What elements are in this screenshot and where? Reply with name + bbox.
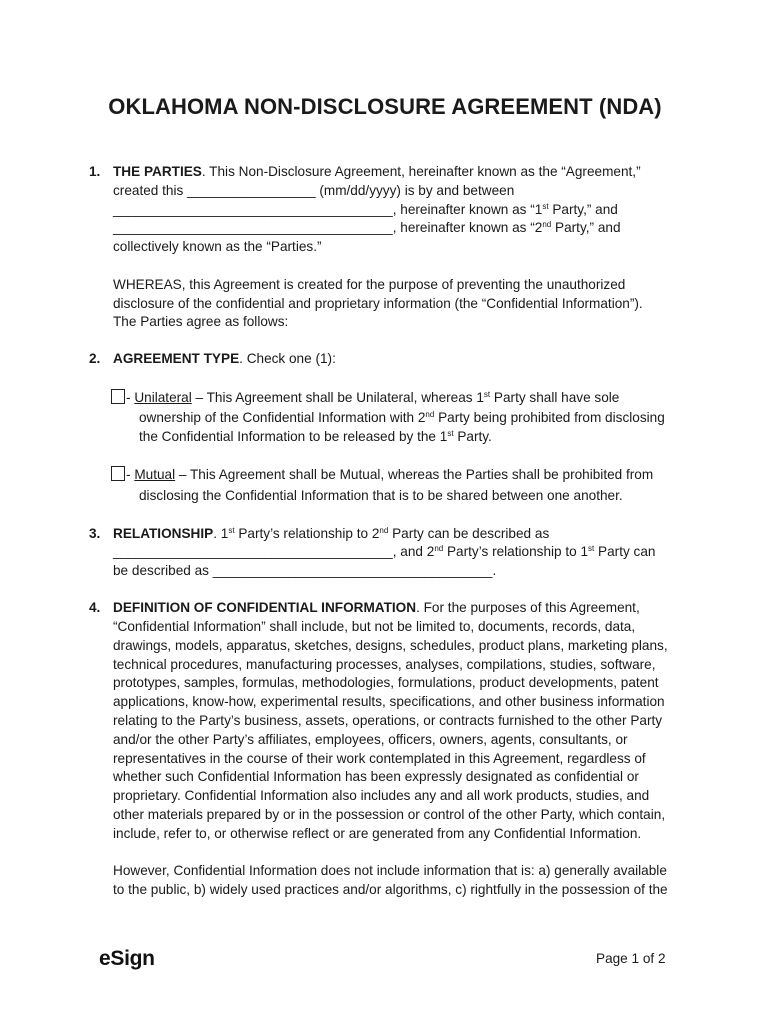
ordinal-sup: st	[228, 526, 235, 535]
section-3-line-2	[113, 543, 655, 561]
mutual-line-2: disclosing the Confidential Information that is to be shared between one another.	[139, 488, 623, 503]
ordinal-sup: st	[542, 202, 549, 211]
document-title: OKLAHOMA NON-DISCLOSURE AGREEMENT (NDA)	[108, 94, 662, 119]
section-3-number: 3.	[89, 526, 101, 541]
ordinal-sup: st	[588, 544, 595, 553]
section-4-line: relating to the Party’s business, assets, operations, or contracts furnished to the other Party	[113, 713, 663, 728]
ordinal-sup: nd	[425, 410, 435, 419]
mutual-text: – This Agreement shall be Mutual, whereas the Parties shall be prohibited from	[175, 467, 654, 482]
section-3-line-1	[113, 525, 549, 543]
section-2-line-1	[113, 350, 336, 368]
unilateral-text: Party.	[453, 429, 492, 444]
section-1-text: Party,” and	[551, 220, 621, 235]
relationship-blank: _____________________________________, and 2	[113, 544, 435, 559]
section-3-text: Party’s relationship to 2	[234, 526, 380, 541]
section-4-heading: DEFINITION OF CONFIDENTIAL INFORMATION	[113, 600, 417, 615]
section-4-line: include, refer to, or otherwise reflect or are generated from any Confidential Information.	[113, 826, 642, 841]
section-3-text: Party can	[594, 544, 656, 559]
dash: -	[126, 390, 135, 405]
section-3-text: Party’s relationship to 1	[443, 544, 589, 559]
section-2-heading: AGREEMENT TYPE	[113, 351, 240, 366]
unilateral-text: – This Agreement shall be Unilateral, whereas 1	[191, 390, 484, 405]
section-4-line: applications, know-how, experimental results, specifications, and other business information	[113, 694, 665, 709]
section-4-line: prototypes, samples, formulas, methodologies, formulations, product developments, patent	[113, 675, 659, 690]
section-2-number: 2.	[89, 351, 101, 366]
dash: -	[126, 467, 135, 482]
section-1-heading: THE PARTIES	[113, 164, 202, 179]
second-party-blank: _____________________________________, hereinafter known as “2	[113, 220, 543, 235]
whereas-line-1: WHEREAS, this Agreement is created for the purpose of preventing the unauthorized	[113, 277, 626, 292]
section-4-line: proprietary. Confidential Information also includes any and all work products, studies, and	[113, 788, 650, 803]
however-line-1: However, Confidential Information does not include information that is: a) generally available	[113, 863, 667, 878]
ordinal-sup: nd	[434, 544, 444, 553]
section-3-text: . 1	[213, 526, 229, 541]
section-4-line-1	[113, 599, 640, 617]
section-1-line-5: collectively known as the “Parties.”	[113, 239, 322, 254]
unilateral-line-2	[139, 409, 665, 427]
section-4-number: 4.	[89, 600, 101, 615]
esign-logo: eSign	[99, 947, 155, 970]
section-1-number: 1.	[89, 164, 101, 179]
mutual-line-1	[126, 466, 653, 484]
section-4-line: representatives in the course of their work contemplated in this Agreement, regardless of	[113, 751, 646, 766]
unilateral-line-1	[126, 389, 619, 407]
unilateral-label: Unilateral	[134, 390, 192, 405]
unilateral-checkbox[interactable]	[111, 389, 125, 404]
section-1-text: . This Non-Disclosure Agreement, hereinafter known as the “Agreement,”	[201, 164, 641, 179]
first-party-blank: _____________________________________, hereinafter known as “1	[113, 202, 543, 217]
however-line-2: to the public, b) widely used practices and/or algorithms, c) rightfully in the possession of the	[113, 882, 668, 897]
ordinal-sup: st	[483, 390, 491, 399]
mutual-checkbox[interactable]	[111, 466, 125, 481]
unilateral-text: the Confidential Information to be released by the 1	[139, 429, 448, 444]
section-4-line: technical procedures, manufacturing processes, analyses, compilations, studies, software,	[113, 657, 656, 672]
section-2-text: . Check one (1):	[239, 351, 336, 366]
section-4-line: “Confidential Information” shall include, but not be limited to, documents, records, data,	[113, 619, 636, 634]
unilateral-text: ownership of the Confidential Information with 2	[139, 410, 426, 425]
ordinal-sup: nd	[379, 526, 389, 535]
mutual-label: Mutual	[134, 467, 176, 482]
section-4-line: and/or the other Party’s affiliates, employees, officers, owners, agents, consultants, or	[113, 732, 628, 747]
section-1-line-4	[113, 219, 621, 237]
ordinal-sup: nd	[542, 220, 552, 229]
section-1-line-2: created this _________________ (mm/dd/yyyy) is by and between	[113, 183, 515, 198]
ordinal-sup: st	[447, 429, 454, 438]
unilateral-text: Party being prohibited from disclosing	[434, 410, 665, 425]
section-4-text: . For the purposes of this Agreement,	[416, 600, 640, 615]
section-4-line: drawings, models, apparatus, sketches, designs, schedules, product plans, marketing plans,	[113, 638, 668, 653]
unilateral-text: Party shall have sole	[490, 390, 620, 405]
page-number: Page 1 of 2	[596, 951, 666, 966]
whereas-line-3: The Parties agree as follows:	[113, 314, 289, 329]
section-3-line-3: be described as _____________________________________.	[113, 563, 497, 578]
unilateral-line-3	[139, 428, 492, 446]
section-3-text: Party can be described as	[388, 526, 550, 541]
section-4-line: other materials prepared by or in the possession or control of the other Party, which contain,	[113, 807, 666, 822]
section-1-line-3	[113, 201, 618, 219]
section-1-line-1	[113, 163, 641, 181]
section-4-line: whether such Confidential Information has been expressly designated as confidential or	[113, 769, 639, 784]
section-3-heading: RELATIONSHIP	[113, 526, 214, 541]
section-1-text: Party,” and	[548, 202, 618, 217]
whereas-line-2: disclosure of the confidential and proprietary information (the “Confidential Information”).	[113, 296, 643, 311]
